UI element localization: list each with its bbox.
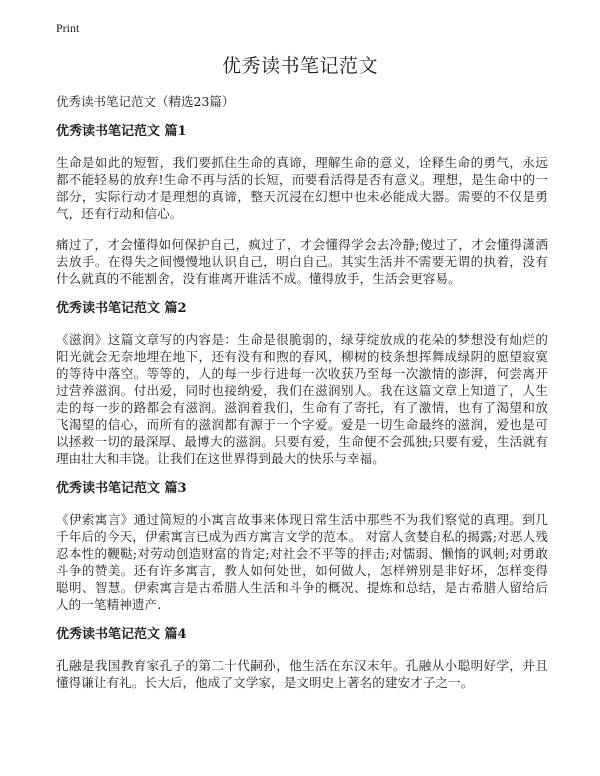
print-link[interactable]: Print <box>56 21 80 35</box>
section-heading: 优秀读书笔记范文 篇2 <box>56 301 187 316</box>
paragraph: 《滋润》这篇文章写的内容是：生命是很脆弱的，绿芽绽放成的花朵的梦想没有灿烂的阳光就会无奈地埋在地下，还有没有和煦的春风，柳树的枝条想挥舞成绿阴的愿望寂寞的等待中落空。等等的，人的每一步行进每一次收获乃至每一次激情的澎湃，何尝离开过营养滋润。付出爱，同时也接纳爱，我们在滋润别人。我在这篇文章上知道了，人生走的每一步的路都会有滋润。滋润着我们，生命有了寄托，有了激情，也有了渴望和放飞渴望的信心，而所有的滋润都有源于一个字爱。爱是一切生命最终的滋润，爱也是可以拯救一切的最深厚、最博大的滋润。只要有爱，生命便不会孤独;只要有爱，生活就有理由壮大和丰饶。让我们在这世界得到最大的快乐与幸福。 <box>56 332 548 466</box>
section-1 <box>56 124 548 287</box>
section-heading: 优秀读书笔记范文 篇3 <box>56 481 187 496</box>
section-4 <box>56 627 548 691</box>
paragraph: 生命是如此的短暂，我们要抓住生命的真谛，理解生命的意义，诠释生命的勇气，永远都不能轻易的放弃!生命不再与活的长短，而要看活得是否有意义。理想，是生命中的一部分，实际行动才是理想的真谛，整天沉浸在幻想中也未必能成大器。需要的不仅是勇气，还有行动和信心。 <box>56 155 548 221</box>
document-body <box>56 124 548 705</box>
paragraph: 孔融是我国教育家孔子的第二十代嗣孙，他生活在东汉末年。孔融从小聪明好学，并且懂得谦让有礼。长大后，他成了文学家，是文明史上著名的建安才子之一。 <box>56 658 548 690</box>
section-heading: 优秀读书笔记范文 篇4 <box>56 627 187 642</box>
document-subtitle: 优秀读书笔记范文（精选23篇） <box>56 94 235 109</box>
section-3 <box>56 481 548 613</box>
paragraph: 痛过了，才会懂得如何保护自己，疯过了，才会懂得学会去冷静;傻过了，才会懂得潇洒去放手。在得失之间慢慢地认识自己，明白自己。其实生活并不需要无谓的执着，没有什么就真的不能割舍，没有谁离开谁活不成。懂得放手，生活会更容易。 <box>56 237 548 286</box>
paragraph: 《伊索寓言》通过简短的小寓言故事来体现日常生活中那些不为我们察觉的真理。到几千年后的今天，伊索寓言已成为西方寓言文学的范本。 对富人贪婪自私的揭露;对恶人残忍本性的鞭鞑;对劳动创造财富的肯定;对社会不平等的抨击;对懦弱、懒惰的讽刺;对勇敢斗争的赞美。还有许多寓言，教人如何处世，如何做人，怎样辨别是非好坏，怎样变得聪明、智慧。伊索寓言是古希腊人生活和斗争的概况、提炼和总结，是古希腊人留给后人的一笔精神遗产. <box>56 512 548 612</box>
section-2 <box>56 301 548 467</box>
section-heading: 优秀读书笔记范文 篇1 <box>56 124 187 139</box>
document-title: 优秀读书笔记范文 <box>221 55 378 77</box>
